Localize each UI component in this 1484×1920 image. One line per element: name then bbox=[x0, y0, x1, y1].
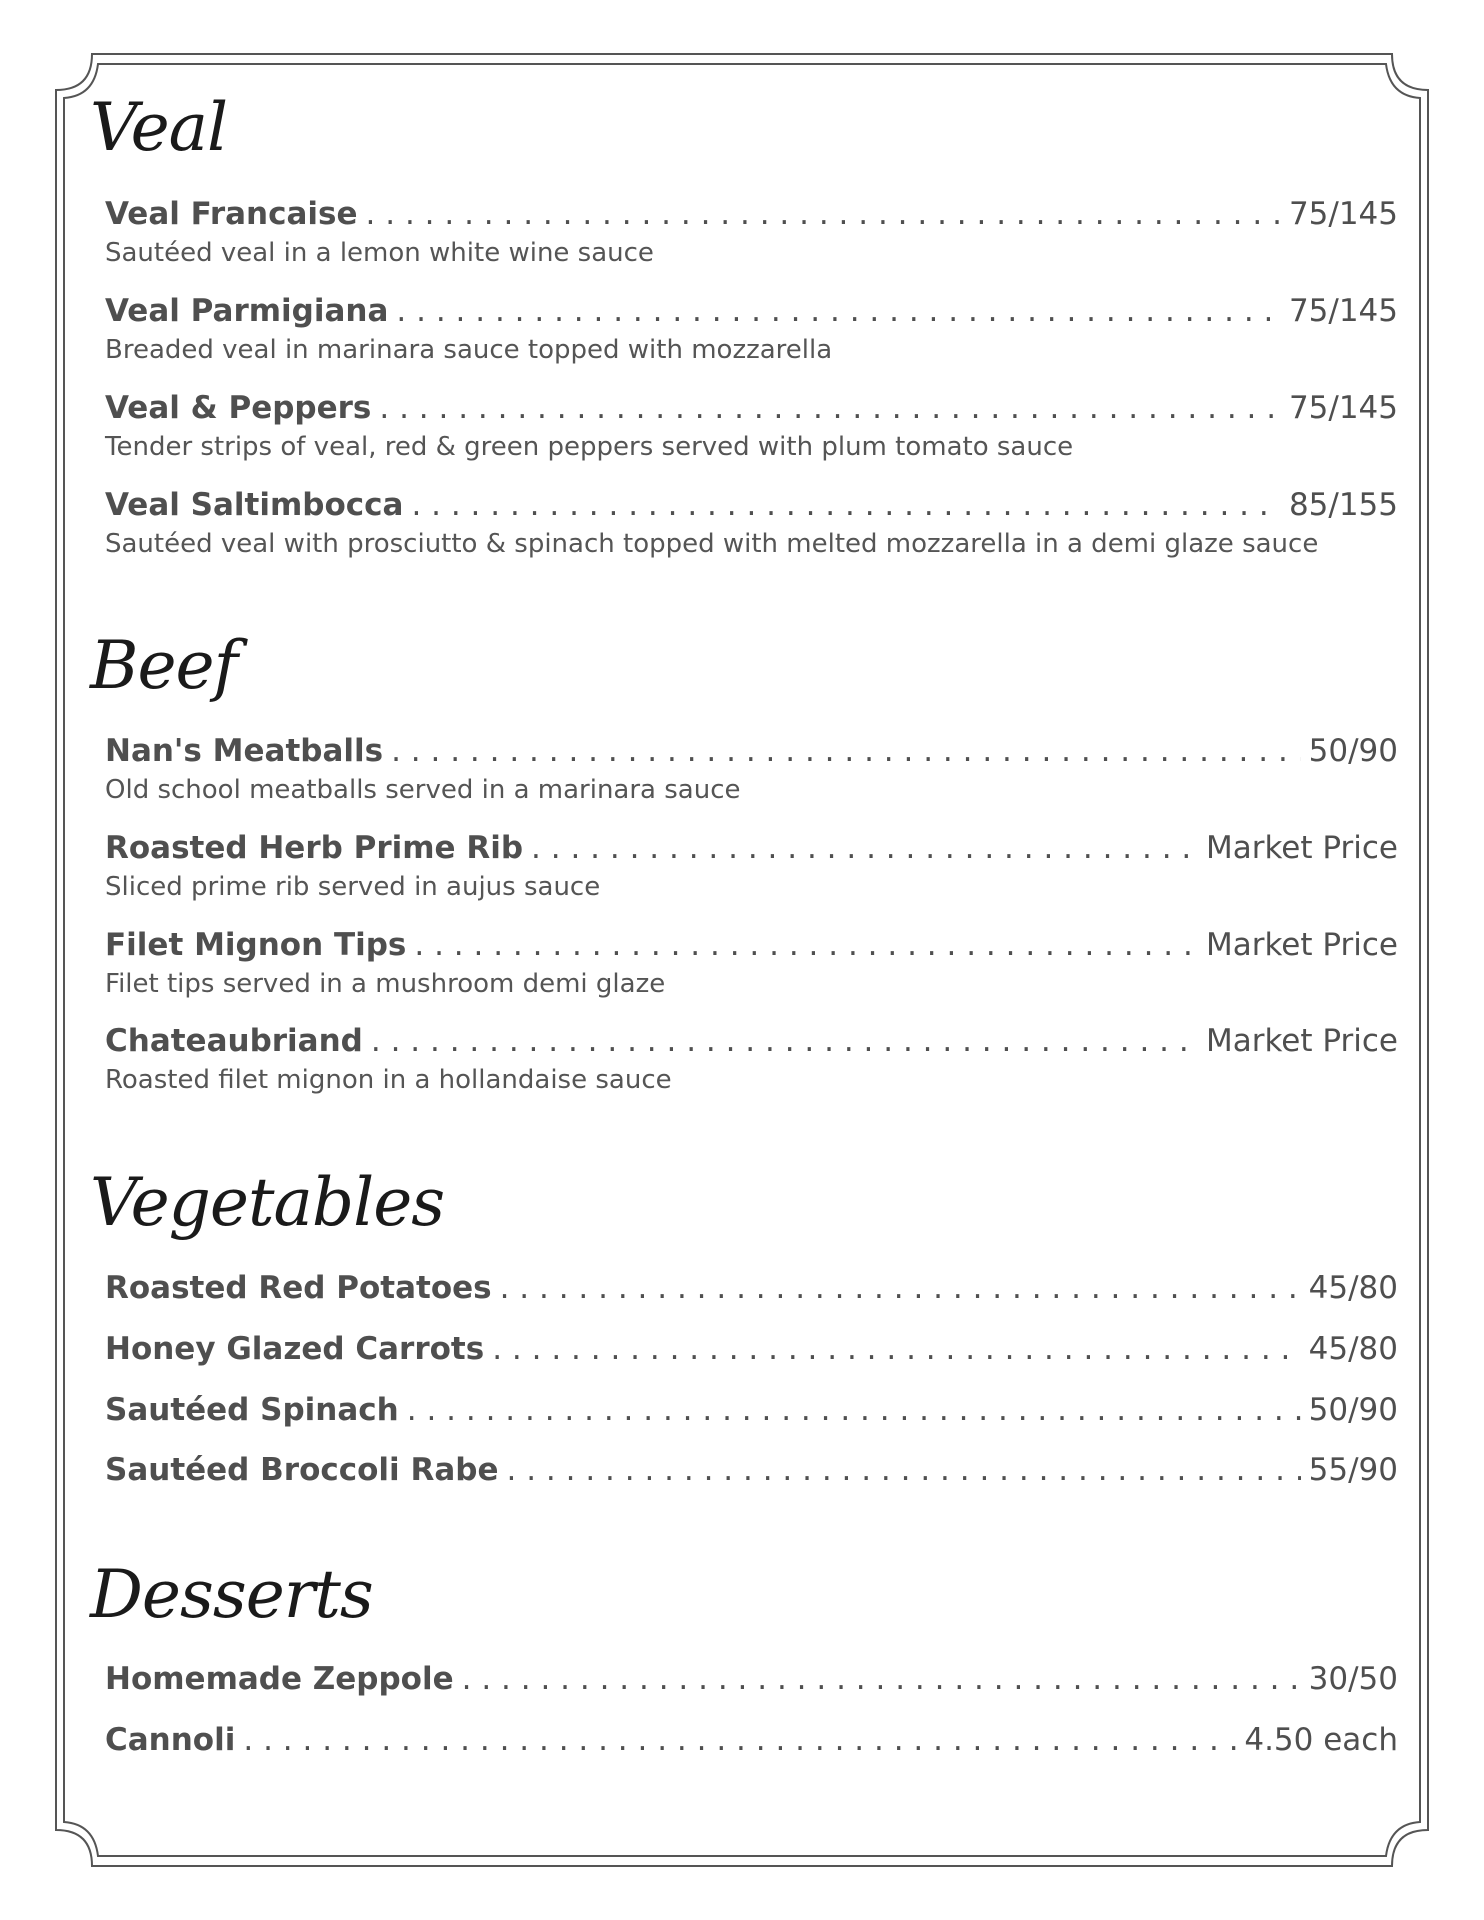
item-description: Sautéed veal with prosciutto & spinach topped with melted mozzarella in a demi glaze sauce bbox=[105, 529, 1319, 559]
item-price: Market Price bbox=[1205, 927, 1398, 963]
item-description: Filet tips served in a mushroom demi glaze bbox=[105, 969, 666, 999]
item-name: Cannoli bbox=[105, 1722, 236, 1758]
section-title-vegetables: Vegetables bbox=[90, 1164, 445, 1241]
menu-item bbox=[105, 196, 1398, 268]
item-price: 45/80 bbox=[1308, 1331, 1398, 1367]
item-description: Roasted filet mignon in a hollandaise sauce bbox=[105, 1065, 672, 1095]
item-price: Market Price bbox=[1205, 1023, 1398, 1059]
menu-item bbox=[105, 733, 1398, 805]
dot-leader bbox=[379, 390, 1281, 426]
section-title-veal: Veal bbox=[90, 89, 228, 166]
item-price: Market Price bbox=[1205, 830, 1398, 866]
item-description: Old school meatballs served in a marinara sauce bbox=[105, 775, 741, 805]
item-name: Homemade Zeppole bbox=[105, 1661, 454, 1697]
item-price: 4.50 each bbox=[1244, 1722, 1398, 1758]
menu-item bbox=[105, 830, 1398, 902]
menu-item bbox=[105, 1661, 1398, 1697]
item-name: Sautéed Spinach bbox=[105, 1392, 399, 1428]
item-name: Veal & Peppers bbox=[105, 390, 372, 426]
dot-leader bbox=[396, 293, 1281, 329]
dot-leader bbox=[462, 1661, 1301, 1697]
menu-item bbox=[105, 487, 1398, 559]
item-price: 85/155 bbox=[1288, 487, 1398, 523]
dot-leader bbox=[411, 487, 1281, 523]
item-name: Nan's Meatballs bbox=[105, 733, 384, 769]
item-price: 50/90 bbox=[1308, 733, 1398, 769]
menu-item bbox=[105, 390, 1398, 462]
item-name: Roasted Herb Prime Rib bbox=[105, 830, 524, 866]
item-description: Tender strips of veal, red & green peppers served with plum tomato sauce bbox=[105, 432, 1074, 462]
item-price: 50/90 bbox=[1308, 1392, 1398, 1428]
dot-leader bbox=[407, 1392, 1301, 1428]
menu-item bbox=[105, 293, 1398, 365]
item-description: Sliced prime rib served in aujus sauce bbox=[105, 872, 601, 902]
item-name: Veal Parmigiana bbox=[105, 293, 389, 329]
dot-leader bbox=[500, 1270, 1301, 1306]
dot-leader bbox=[506, 1452, 1300, 1488]
dot-leader bbox=[414, 927, 1198, 963]
item-description: Breaded veal in marinara sauce topped with mozzarella bbox=[105, 335, 833, 365]
section-title-beef: Beef bbox=[90, 627, 238, 704]
menu-item bbox=[105, 1331, 1398, 1367]
menu-item bbox=[105, 1722, 1398, 1758]
menu-item bbox=[105, 927, 1398, 999]
dot-leader bbox=[492, 1331, 1300, 1367]
dot-leader bbox=[531, 830, 1198, 866]
item-price: 75/145 bbox=[1288, 390, 1398, 426]
dot-leader bbox=[371, 1023, 1198, 1059]
item-name: Sautéed Broccoli Rabe bbox=[105, 1452, 499, 1488]
item-price: 75/145 bbox=[1288, 293, 1398, 329]
item-name: Veal Francaise bbox=[105, 196, 358, 232]
item-name: Roasted Red Potatoes bbox=[105, 1270, 492, 1306]
item-price: 55/90 bbox=[1308, 1452, 1398, 1488]
item-name: Veal Saltimbocca bbox=[105, 487, 404, 523]
dot-leader bbox=[243, 1722, 1236, 1758]
item-price: 30/50 bbox=[1308, 1661, 1398, 1697]
menu-item bbox=[105, 1392, 1398, 1428]
item-name: Chateaubriand bbox=[105, 1023, 363, 1059]
dot-leader bbox=[366, 196, 1281, 232]
item-name: Honey Glazed Carrots bbox=[105, 1331, 485, 1367]
item-price: 45/80 bbox=[1308, 1270, 1398, 1306]
item-name: Filet Mignon Tips bbox=[105, 927, 407, 963]
menu-item bbox=[105, 1270, 1398, 1306]
menu-item bbox=[105, 1023, 1398, 1095]
section-title-desserts: Desserts bbox=[90, 1556, 373, 1633]
dot-leader bbox=[391, 733, 1301, 769]
item-description: Sautéed veal in a lemon white wine sauce bbox=[105, 238, 654, 268]
item-price: 75/145 bbox=[1288, 196, 1398, 232]
menu-item bbox=[105, 1452, 1398, 1488]
